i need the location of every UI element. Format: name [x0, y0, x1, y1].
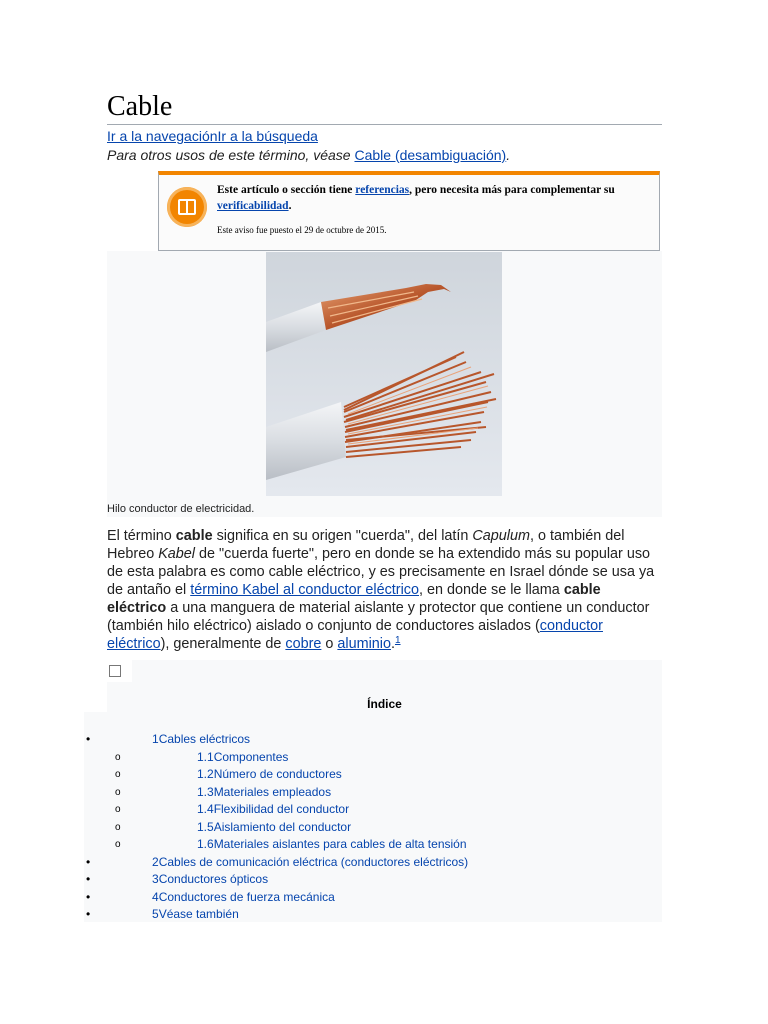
toc-item-bullet — [86, 855, 90, 869]
toc-item-text: Aislamiento del conductor — [213, 820, 352, 834]
toc-item-text: Materiales empleados — [213, 785, 332, 799]
hatnote-suffix: . — [506, 147, 511, 163]
intro-bold: cable eléctrico — [107, 582, 601, 616]
toc-item-text: Número de conductores — [213, 767, 342, 781]
toc-item-number: 1.2 — [197, 767, 214, 781]
toc-item-text: Flexibilidad del conductor — [213, 802, 350, 816]
referencias-link[interactable]: referencias — [355, 184, 410, 196]
toc-item[interactable] — [197, 767, 342, 781]
toc-item-text: Materiales aislantes para cables de alta tensión — [213, 837, 467, 851]
conductor-electrico-link[interactable]: conductor eléctrico — [107, 618, 603, 652]
toc-item-number: 1.6 — [197, 837, 214, 851]
cobre-link[interactable]: cobre — [285, 636, 322, 652]
toc-item-number: 1 — [152, 732, 159, 746]
title-divider — [107, 124, 662, 125]
toc-toggle-checkbox[interactable] — [109, 665, 121, 677]
figure — [107, 251, 662, 517]
toc-subitem-bullet — [115, 838, 121, 852]
notice-text-part: Este artículo o sección tiene — [217, 184, 356, 196]
toc-item-text: Cables eléctricos — [158, 732, 251, 746]
notice-text-part: , pero necesita más para complementar su — [409, 184, 615, 196]
toc-item[interactable] — [152, 907, 239, 921]
figure-caption: Hilo conductor de electricidad. — [107, 503, 255, 515]
toc-item-number: 1.4 — [197, 802, 214, 816]
toc-item-number: 2 — [152, 855, 159, 869]
toc-item[interactable] — [197, 785, 331, 799]
toc-item-bullet — [86, 872, 90, 886]
intro-text: , en donde se le llama — [419, 582, 564, 598]
notice-date: Este aviso fue puesto el 29 de octubre de 2015. — [217, 225, 387, 235]
intro-text: significa en su origen "cuerda", del latín — [212, 528, 473, 544]
book-icon — [167, 187, 207, 227]
toc-item-bullet — [86, 732, 90, 746]
hatnote-prefix: Para otros usos de este término, véase — [107, 147, 355, 163]
intro-text: El término — [107, 528, 176, 544]
toc-subitem-bullet — [115, 768, 121, 782]
intro-text: a una manguera de material aislante y protector que contiene un conductor (también hilo eléctrico) aislado o conjunto de conductores aislados ( — [107, 600, 650, 634]
toc-item-text: Conductores de fuerza mecánica — [158, 890, 335, 904]
toc-item-bullet — [86, 890, 90, 904]
toc-item-text: Véase también — [158, 907, 239, 921]
toc-item[interactable] — [152, 732, 250, 746]
kabel-link[interactable]: término Kabel al conductor eléctrico — [190, 582, 419, 598]
verificabilidad-link[interactable]: verificabilidad — [217, 200, 289, 212]
intro-text: de "cuerda fuerte", pero en donde se ha extendido más su popular uso de esta palabra es como cable eléctrico, y es precisamente en Israel dónde se usa ya de antaño el — [107, 546, 655, 598]
intro-bold: cable — [175, 528, 213, 544]
toc-item[interactable] — [152, 872, 268, 886]
references-notice — [158, 171, 660, 251]
copper-wire-photo[interactable] — [266, 252, 502, 496]
toc-item-text: Conductores ópticos — [158, 872, 269, 886]
toc-item-bullet — [86, 907, 90, 921]
toc-item-number: 4 — [152, 890, 159, 904]
toc-item-text: Componentes — [213, 750, 289, 764]
intro-text: o — [321, 636, 338, 652]
intro-text: . — [390, 636, 395, 652]
intro-text: , o también del Hebreo — [107, 528, 625, 562]
intro-paragraph — [107, 527, 663, 653]
intro-text: ), generalmente de — [160, 636, 286, 652]
toc-item-number: 1.5 — [197, 820, 214, 834]
reference-1[interactable]: 1 — [394, 635, 401, 646]
toc-subitem-bullet — [115, 803, 121, 817]
notice-text — [217, 182, 647, 214]
toc-item-number: 1.1 — [197, 750, 214, 764]
toc-item[interactable] — [197, 750, 288, 764]
hatnote — [107, 146, 510, 164]
aluminio-link[interactable]: aluminio — [337, 636, 391, 652]
toc-subitem-bullet — [115, 821, 121, 835]
toc-item[interactable] — [197, 837, 467, 851]
page-title: Cable — [107, 91, 173, 122]
toc-item[interactable] — [152, 890, 335, 904]
toc-item-text: Cables de comunicación eléctrica (conductores eléctricos) — [158, 855, 469, 869]
notice-text-part: . — [288, 200, 292, 212]
toc-item[interactable] — [197, 820, 351, 834]
disambiguation-link[interactable]: Cable (desambiguación) — [354, 147, 507, 163]
jump-links[interactable]: Ir a la navegaciónIr a la búsqueda — [107, 128, 318, 144]
toc-item[interactable] — [152, 855, 468, 869]
toc-title: Índice — [367, 697, 402, 711]
intro-italic: Capulum — [472, 528, 530, 544]
toc-item-number: 1.3 — [197, 785, 214, 799]
intro-italic: Kabel — [158, 546, 196, 562]
toc-item[interactable] — [197, 802, 349, 816]
toc-subitem-bullet — [115, 786, 121, 800]
toc-item-number: 3 — [152, 872, 159, 886]
toc-item-number: 5 — [152, 907, 159, 921]
toc-subitem-bullet — [115, 751, 121, 765]
